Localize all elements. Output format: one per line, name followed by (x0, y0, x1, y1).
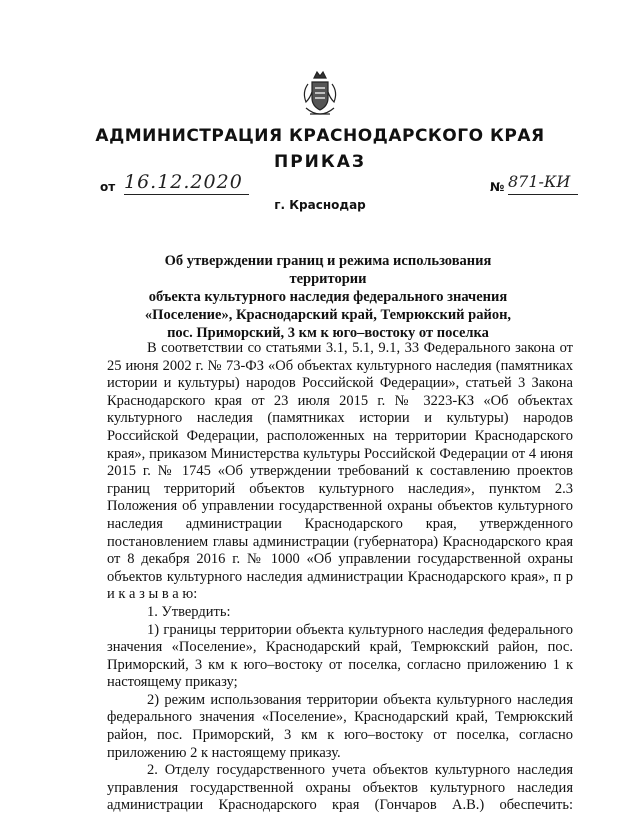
coat-of-arms-icon (300, 68, 340, 122)
document-title (140, 252, 516, 342)
organization-name: АДМИНИСТРАЦИЯ КРАСНОДАРСКОГО КРАЯ (95, 126, 545, 146)
city-name: г. Краснодар (274, 198, 366, 212)
title-line: Об утверждении границ и режима использования территории (164, 253, 492, 287)
body-paragraph: 1) границы территории объекта культурного наследия федерального значения «Поселение», Краснодарский край, Темрюкский район, пос. Приморский, 3 км к юго–востоку от поселка, согласно приложению 1 к настоящему приказу; (107, 621, 573, 691)
body-paragraph: 2) режим использования территории объекта культурного наследия федерального значения «Поселение», Краснодарский край, Темрюкский район, пос. Приморский, 3 км к юго–востоку от поселка, согласно приложению 2 к настоящему приказу. (107, 691, 573, 761)
handwritten-date: 16.12.2020 (124, 170, 249, 195)
handwritten-number: 871-КИ (508, 170, 578, 195)
body-paragraph: 1. Утвердить: (147, 603, 231, 620)
date-label: от (100, 180, 116, 194)
body-paragraph: 2. Отделу государственного учета объектов культурного наследия управления государственной охраны объектов культурного наследия администрации Краснодарского края (Гончаров А.В.) обеспечить: (107, 762, 573, 814)
title-line: «Поселение», Краснодарский край, Темрюкский район, (144, 307, 512, 323)
number-label: № (490, 180, 505, 194)
body-paragraph: В соответствии со статьями 3.1, 5.1, 9.1, 33 Федерального закона от 25 июня 2002 г. № 73-ФЗ «Об объектах культурного наследия (памятниках истории и культуры) народов Российской Федерации», статьей 3 Закона Краснодарского края от 23 июля 2015 г. № 3223-КЗ «Об объектах культурного наследия (памятниках истории и культуры) народов Российской Федерации, расположенных на территории Краснодарского края», приказом Министерства культуры Российской Федерации от 4 июня 2015 г. № 1745 «Об утверждении требований к составлению проектов границ территорий объектов культурного наследия», пунктом 2.3 Положения об управлении государственной охраны объектов культурного наследия администрации Краснодарского края, утвержденного постановлением главы администрации (губернатора) Краснодарского края от 8 декабря 2016 г. № 1000 «Об управлении государственной охраны объектов культурного наследия администрации Краснодарского края», п р и к а з ы в а ю: (107, 340, 573, 603)
document-body (107, 340, 573, 815)
title-line: пос. Приморский, 3 км к юго–востоку от поселка (167, 325, 489, 341)
title-line: объекта культурного наследия федерального значения (148, 289, 508, 305)
document-type: ПРИКАЗ (273, 152, 367, 172)
